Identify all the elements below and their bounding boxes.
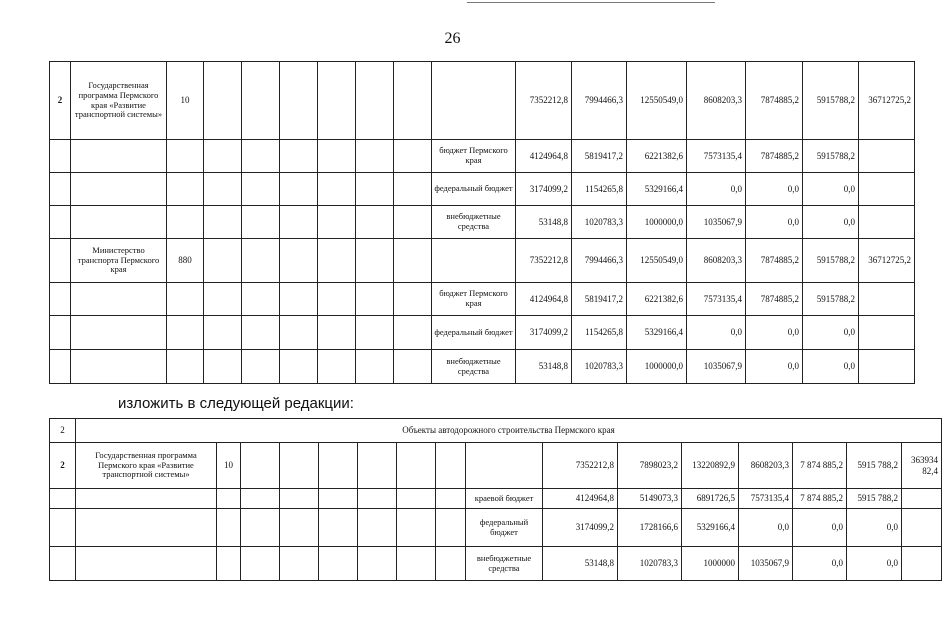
- amount-cell: 5149073,3: [618, 489, 682, 509]
- empty-cell: [436, 443, 466, 489]
- amount-cell: 0,0: [687, 173, 746, 206]
- row-number-cell: [50, 350, 71, 384]
- funding-source-cell: краевой бюджет: [466, 489, 543, 509]
- empty-cell: [397, 489, 436, 509]
- amount-cell: 53148,8: [516, 206, 572, 239]
- amount-cell: [902, 509, 942, 547]
- table-row: [50, 443, 942, 489]
- amount-cell: 0,0: [793, 509, 847, 547]
- empty-cell: [241, 509, 280, 547]
- amount-cell: 5915 788,2: [847, 443, 902, 489]
- funding-source-cell: [432, 62, 516, 140]
- section-title: Объекты автодорожного строительства Пермского края: [76, 419, 942, 443]
- amount-cell: 0,0: [803, 316, 859, 350]
- amount-cell: 1154265,8: [572, 316, 627, 350]
- empty-cell: [356, 62, 394, 140]
- empty-cell: [280, 350, 318, 384]
- empty-cell: [358, 547, 397, 581]
- amount-cell: 36712725,2: [859, 239, 915, 283]
- amount-cell: 0,0: [746, 350, 803, 384]
- amount-cell: 5329166,4: [627, 173, 687, 206]
- amount-cell: 1000000,0: [627, 206, 687, 239]
- table-row: [50, 140, 915, 173]
- amount-cell: 0,0: [847, 547, 902, 581]
- amount-cell: 0,0: [746, 206, 803, 239]
- amount-cell: 0,0: [739, 509, 793, 547]
- amount-cell: [859, 206, 915, 239]
- amount-cell: 12550549,0: [627, 239, 687, 283]
- empty-cell: [242, 239, 280, 283]
- empty-cell: [204, 239, 242, 283]
- row-number-cell: 2: [50, 443, 76, 489]
- empty-cell: [280, 283, 318, 316]
- funding-source-cell: [466, 443, 543, 489]
- empty-cell: [358, 489, 397, 509]
- code-cell: 10: [217, 443, 241, 489]
- section-header-row: [50, 419, 942, 443]
- empty-cell: [280, 62, 318, 140]
- amount-cell: 7898023,2: [618, 443, 682, 489]
- program-name-cell: [76, 547, 217, 581]
- amount-cell: 5329166,4: [627, 316, 687, 350]
- empty-cell: [204, 316, 242, 350]
- empty-cell: [242, 62, 280, 140]
- amount-cell: 7874885,2: [746, 239, 803, 283]
- amount-cell: 5915788,2: [803, 239, 859, 283]
- row-number-cell: [50, 239, 71, 283]
- program-name-cell: [71, 283, 167, 316]
- amount-cell: 0,0: [803, 350, 859, 384]
- amount-cell: 5915788,2: [803, 140, 859, 173]
- row-number-cell: [50, 489, 76, 509]
- empty-cell: [242, 206, 280, 239]
- amount-cell: 3174099,2: [543, 509, 618, 547]
- amount-cell: 8608203,3: [687, 239, 746, 283]
- old-budget-table: [49, 61, 915, 384]
- empty-cell: [394, 62, 432, 140]
- amount-cell: 0,0: [746, 316, 803, 350]
- program-name-cell: [71, 350, 167, 384]
- empty-cell: [318, 173, 356, 206]
- row-number-cell: [50, 547, 76, 581]
- amount-cell: 6221382,6: [627, 283, 687, 316]
- amount-cell: 7874885,2: [746, 62, 803, 140]
- row-number-cell: [50, 283, 71, 316]
- table-row: [50, 239, 915, 283]
- empty-cell: [280, 173, 318, 206]
- empty-cell: [280, 316, 318, 350]
- funding-source-cell: [432, 239, 516, 283]
- amount-cell: 5915788,2: [803, 283, 859, 316]
- table-row: [50, 489, 942, 509]
- amount-cell: 6221382,6: [627, 140, 687, 173]
- amount-cell: 7874885,2: [746, 140, 803, 173]
- empty-cell: [318, 239, 356, 283]
- empty-cell: [280, 443, 319, 489]
- amount-cell: 1020783,3: [618, 547, 682, 581]
- empty-cell: [242, 173, 280, 206]
- empty-cell: [204, 206, 242, 239]
- empty-cell: [319, 489, 358, 509]
- amount-cell: 8608203,3: [739, 443, 793, 489]
- empty-cell: [319, 509, 358, 547]
- table-row: [50, 509, 942, 547]
- amount-cell: 5819417,2: [572, 140, 627, 173]
- funding-source-cell: федеральный бюджет: [466, 509, 543, 547]
- table-row: [50, 62, 915, 140]
- empty-cell: [242, 316, 280, 350]
- code-cell: [167, 350, 204, 384]
- amount-cell: 1020783,3: [572, 206, 627, 239]
- empty-cell: [318, 316, 356, 350]
- empty-cell: [319, 547, 358, 581]
- empty-cell: [356, 173, 394, 206]
- empty-cell: [394, 173, 432, 206]
- funding-source-cell: федеральный бюджет: [432, 173, 516, 206]
- amount-cell: 5915 788,2: [847, 489, 902, 509]
- amount-cell: 0,0: [803, 206, 859, 239]
- amount-cell: 1035067,9: [739, 547, 793, 581]
- program-name-cell: [71, 316, 167, 350]
- empty-cell: [280, 509, 319, 547]
- empty-cell: [358, 443, 397, 489]
- amount-cell: [859, 140, 915, 173]
- page-number: 26: [444, 30, 461, 47]
- amount-cell: 0,0: [793, 547, 847, 581]
- program-name-cell: [71, 140, 167, 173]
- empty-cell: [318, 350, 356, 384]
- funding-source-cell: бюджет Пермского края: [432, 140, 516, 173]
- empty-cell: [356, 316, 394, 350]
- row-number-cell: 2: [50, 62, 71, 140]
- amount-cell: [859, 283, 915, 316]
- amount-cell: [902, 547, 942, 581]
- empty-cell: [318, 62, 356, 140]
- empty-cell: [394, 283, 432, 316]
- amount-cell: 8608203,3: [687, 62, 746, 140]
- amount-cell: 1020783,3: [572, 350, 627, 384]
- empty-cell: [318, 140, 356, 173]
- empty-cell: [397, 547, 436, 581]
- funding-source-cell: внебюджетные средства: [466, 547, 543, 581]
- amount-cell: 4124964,8: [516, 283, 572, 316]
- amount-cell: [859, 350, 915, 384]
- amount-cell: 7874885,2: [746, 283, 803, 316]
- amount-cell: 7573135,4: [739, 489, 793, 509]
- empty-cell: [394, 206, 432, 239]
- amount-cell: 36712725,2: [859, 62, 915, 140]
- amount-cell: 7352212,8: [516, 62, 572, 140]
- row-number-cell: [50, 140, 71, 173]
- amount-cell: 5915788,2: [803, 62, 859, 140]
- amount-cell: 6891726,5: [682, 489, 739, 509]
- amount-cell: 4124964,8: [516, 140, 572, 173]
- code-cell: [167, 173, 204, 206]
- amount-cell: [902, 489, 942, 509]
- empty-cell: [280, 140, 318, 173]
- amount-cell: 7994466,3: [572, 62, 627, 140]
- empty-cell: [436, 547, 466, 581]
- amount-cell: 7 874 885,2: [793, 443, 847, 489]
- empty-cell: [204, 173, 242, 206]
- empty-cell: [356, 350, 394, 384]
- amount-cell: 1035067,9: [687, 350, 746, 384]
- amount-cell: 1000000: [682, 547, 739, 581]
- program-name-cell: [76, 489, 217, 509]
- empty-cell: [280, 239, 318, 283]
- empty-cell: [436, 489, 466, 509]
- code-cell: 10: [167, 62, 204, 140]
- amount-cell: 3174099,2: [516, 316, 572, 350]
- amount-cell: 363934 82,4: [902, 443, 942, 489]
- amount-cell: 3174099,2: [516, 173, 572, 206]
- empty-cell: [318, 206, 356, 239]
- empty-cell: [242, 283, 280, 316]
- empty-cell: [242, 350, 280, 384]
- empty-cell: [356, 206, 394, 239]
- row-number-cell: [50, 316, 71, 350]
- section-number: 2: [50, 419, 76, 443]
- page-top-rule: [467, 2, 715, 3]
- amount-cell: 12550549,0: [627, 62, 687, 140]
- empty-cell: [394, 316, 432, 350]
- amount-cell: 0,0: [803, 173, 859, 206]
- amendment-caption: изложить в следующей редакции:: [118, 395, 354, 412]
- amount-cell: 1154265,8: [572, 173, 627, 206]
- empty-cell: [241, 547, 280, 581]
- code-cell: [167, 283, 204, 316]
- code-cell: [167, 316, 204, 350]
- amount-cell: 5819417,2: [572, 283, 627, 316]
- code-cell: [167, 140, 204, 173]
- empty-cell: [358, 509, 397, 547]
- row-number-cell: [50, 173, 71, 206]
- amount-cell: 4124964,8: [543, 489, 618, 509]
- table-row: [50, 547, 942, 581]
- amount-cell: 7 874 885,2: [793, 489, 847, 509]
- empty-cell: [280, 206, 318, 239]
- row-number-cell: [50, 509, 76, 547]
- empty-cell: [204, 283, 242, 316]
- amount-cell: 0,0: [746, 173, 803, 206]
- empty-cell: [394, 239, 432, 283]
- amount-cell: 7994466,3: [572, 239, 627, 283]
- empty-cell: [356, 283, 394, 316]
- empty-cell: [280, 547, 319, 581]
- program-name-cell: Государственная программа Пермского края «Развитие транспортной системы»: [76, 443, 217, 489]
- empty-cell: [397, 443, 436, 489]
- amount-cell: 7352212,8: [516, 239, 572, 283]
- amount-cell: 5329166,4: [682, 509, 739, 547]
- empty-cell: [280, 489, 319, 509]
- program-name-cell: Министерство транспорта Пермского края: [71, 239, 167, 283]
- code-cell: [167, 206, 204, 239]
- amount-cell: 1035067,9: [687, 206, 746, 239]
- funding-source-cell: внебюджетные средства: [432, 350, 516, 384]
- amount-cell: 1728166,6: [618, 509, 682, 547]
- amount-cell: 7573135,4: [687, 283, 746, 316]
- empty-cell: [204, 350, 242, 384]
- table-row: [50, 350, 915, 384]
- table-row: [50, 316, 915, 350]
- table-row: [50, 173, 915, 206]
- empty-cell: [394, 350, 432, 384]
- amount-cell: [859, 173, 915, 206]
- funding-source-cell: федеральный бюджет: [432, 316, 516, 350]
- program-name-cell: Государственная программа Пермского края «Развитие транспортной системы»: [71, 62, 167, 140]
- empty-cell: [319, 443, 358, 489]
- empty-cell: [318, 283, 356, 316]
- amount-cell: 13220892,9: [682, 443, 739, 489]
- amount-cell: 53148,8: [543, 547, 618, 581]
- empty-cell: [394, 140, 432, 173]
- code-cell: [217, 547, 241, 581]
- empty-cell: [242, 140, 280, 173]
- empty-cell: [356, 140, 394, 173]
- amount-cell: 53148,8: [516, 350, 572, 384]
- program-name-cell: [71, 173, 167, 206]
- funding-source-cell: бюджет Пермского края: [432, 283, 516, 316]
- amount-cell: 1000000,0: [627, 350, 687, 384]
- code-cell: 880: [167, 239, 204, 283]
- row-number-cell: [50, 206, 71, 239]
- amount-cell: 7352212,8: [543, 443, 618, 489]
- empty-cell: [204, 62, 242, 140]
- empty-cell: [356, 239, 394, 283]
- empty-cell: [397, 509, 436, 547]
- table-row: [50, 283, 915, 316]
- new-budget-table: [49, 418, 942, 581]
- program-name-cell: [71, 206, 167, 239]
- table-row: [50, 206, 915, 239]
- program-name-cell: [76, 509, 217, 547]
- amount-cell: 7573135,4: [687, 140, 746, 173]
- amount-cell: 0,0: [687, 316, 746, 350]
- funding-source-cell: внебюджетные средства: [432, 206, 516, 239]
- code-cell: [217, 509, 241, 547]
- empty-cell: [241, 489, 280, 509]
- amount-cell: 0,0: [847, 509, 902, 547]
- amount-cell: [859, 316, 915, 350]
- empty-cell: [204, 140, 242, 173]
- empty-cell: [436, 509, 466, 547]
- empty-cell: [241, 443, 280, 489]
- code-cell: [217, 489, 241, 509]
